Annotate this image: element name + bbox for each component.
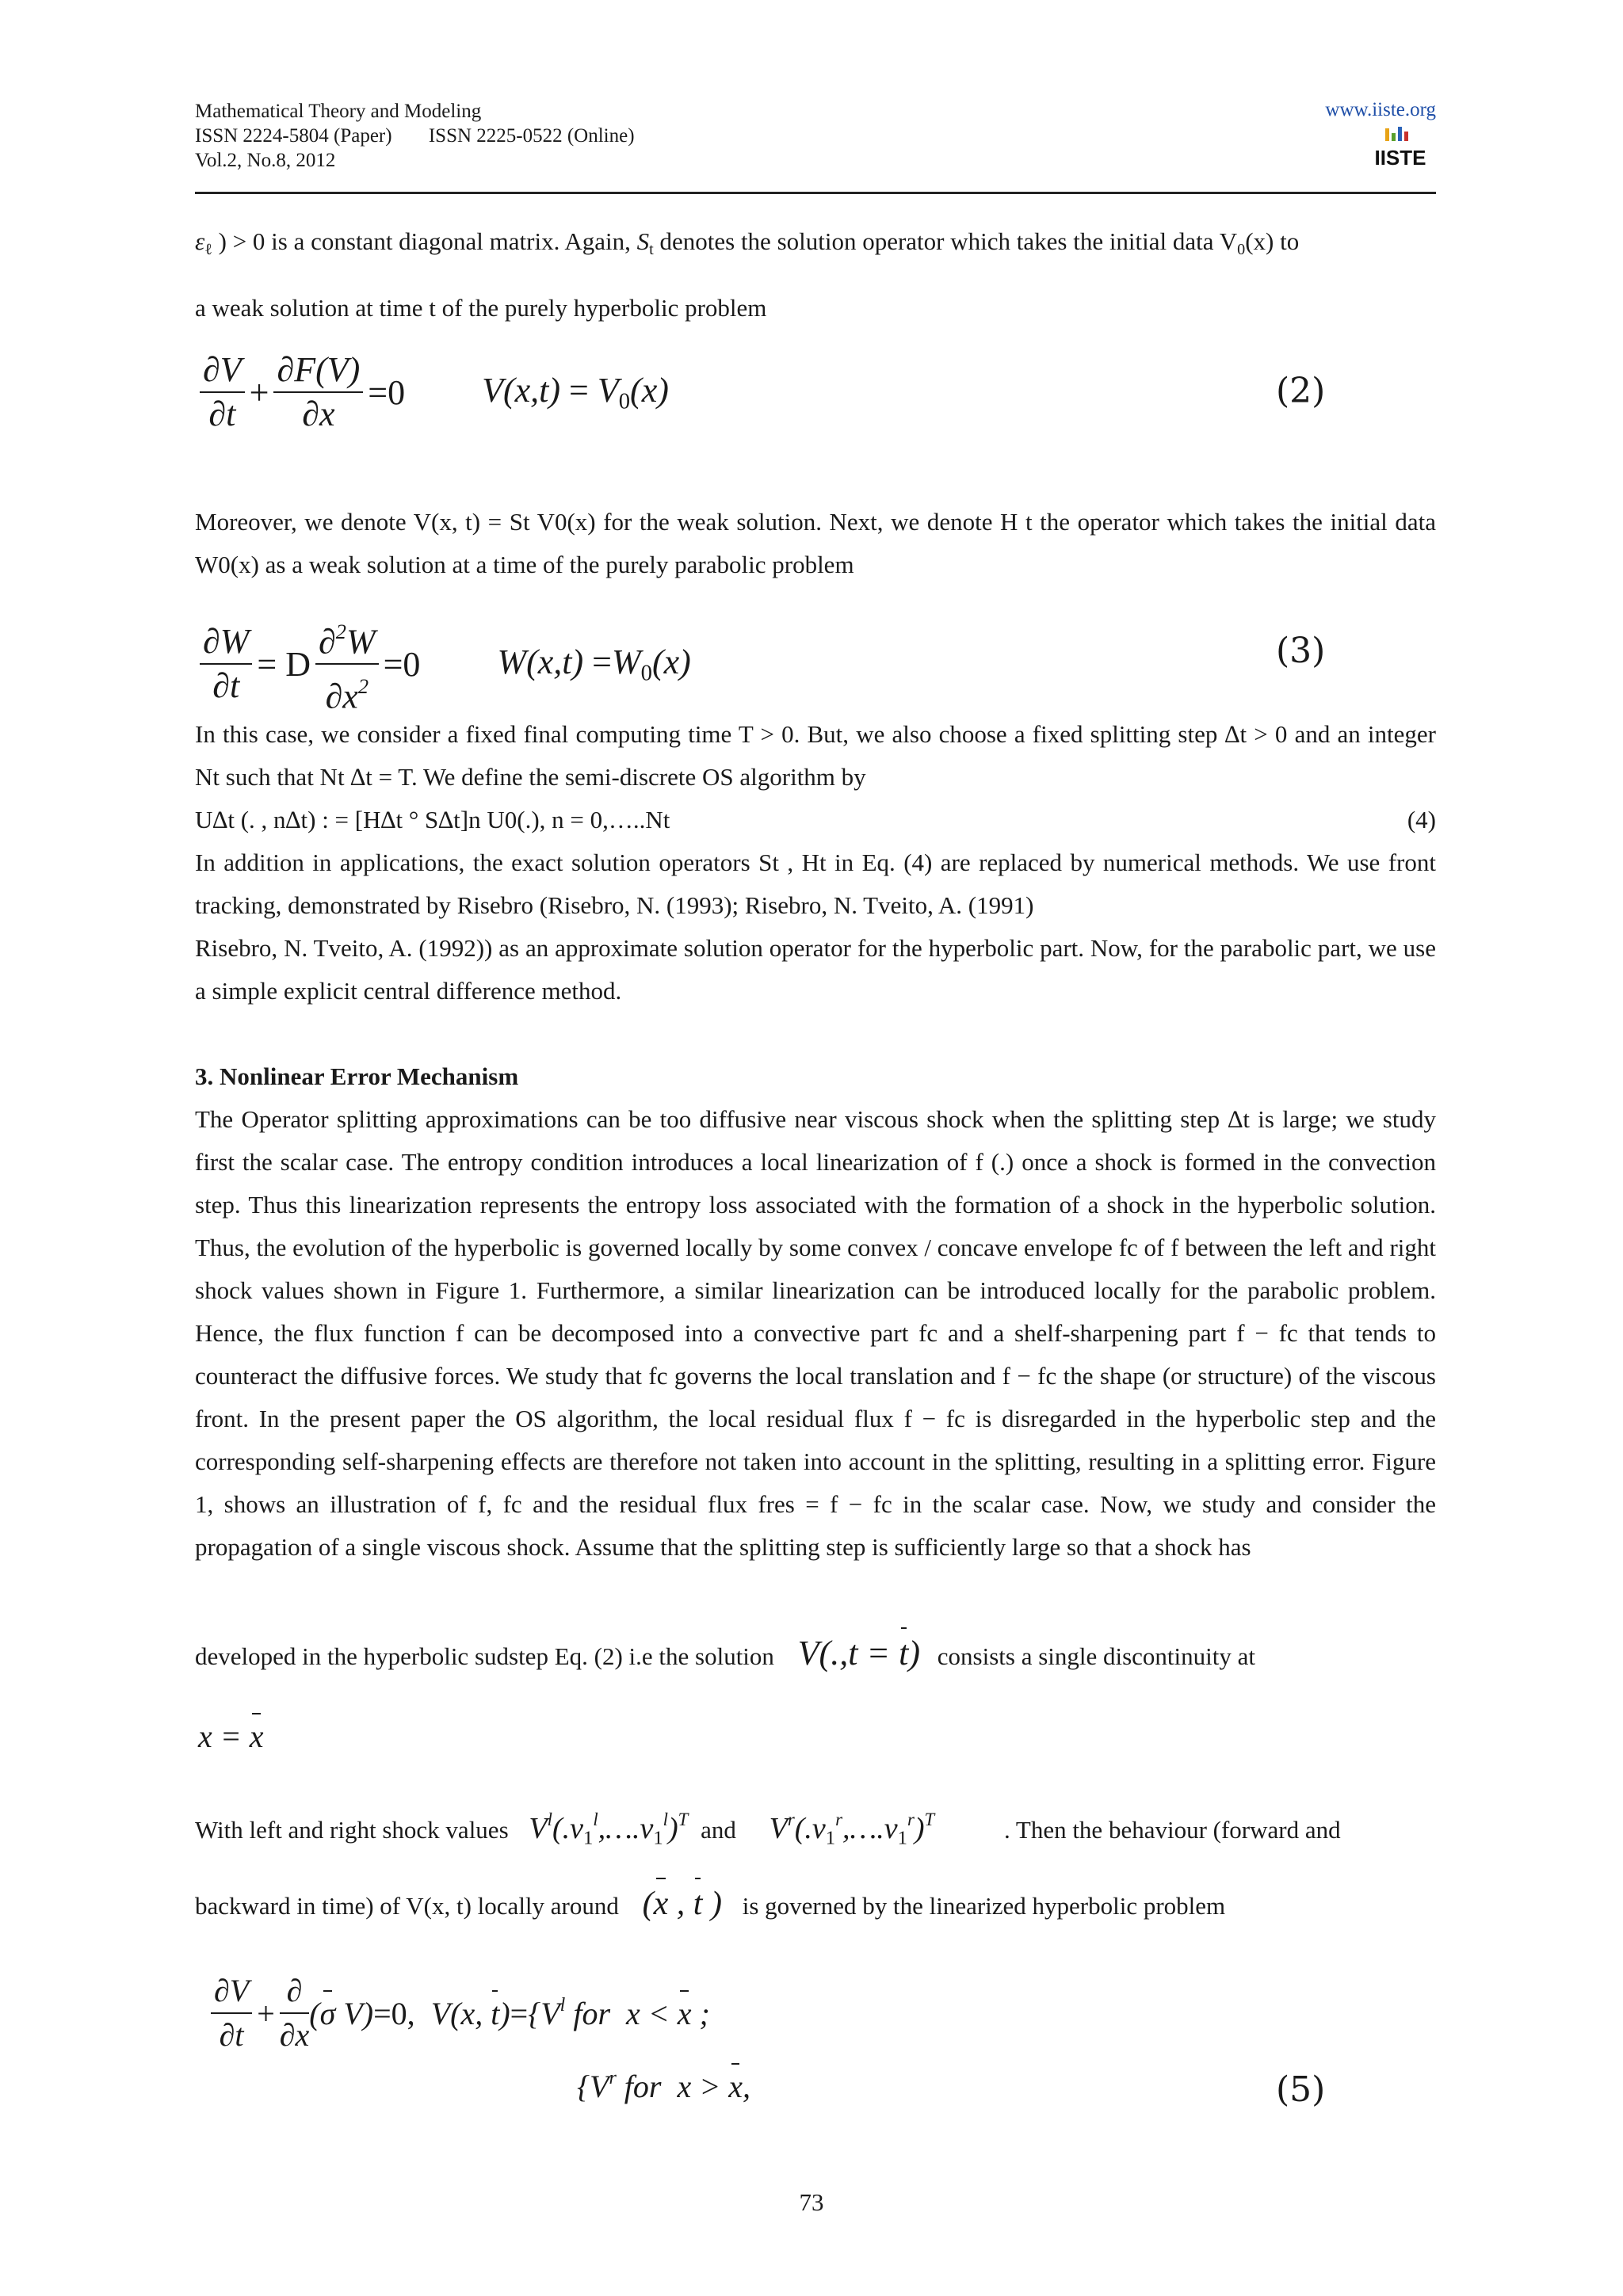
paragraph-7: The Operator splitting approximations can be too diffusive near viscous shock when the splitting step ∆t is large; we study first the scalar case. The entropy condition introduces a local linearization of f (.) once a shock is formed in the convection step. Thus this linearization represents the entropy loss associated with the formation of a shock in the hyperbolic solution. Thus, the evolution of the hyperbolic is governed locally by some convex / concave envelope fc of f between the left and right shock values shown in Figure 1. Furthermore, a similar linearization can be introduced locally for the parabolic problem. Hence, the flux function f can be decomposed into a convective part fc and a shelf-sharpening part f − fc that tends to counteract the diffusive forces. We study that fc governs the local translation and f − fc the shape (or structure) of the viscous front. In the present paper the OS algorithm, the local residual flux f − fc is disregarded in the hyperbolic step and the corresponding self-sharpening effects are therefore not taken into account in the splitting, resulting in a splitting error. Figure 1, shows an illustration of f, fc and the residual flux fres = f − fc in the scalar case. Now, we study and consider the propagation of a single viscous shock. Assume that the splitting step is sufficiently large so that a shock has	[195, 1105, 1436, 1561]
inline-formula-vl: $V^l(.v_1^l,\dots.v_1^l)^T$	[529, 1810, 689, 1849]
equation-3-number: (3)	[1276, 631, 1326, 671]
logo-text: IISTE	[1374, 146, 1426, 170]
iiste-logo	[1374, 125, 1426, 170]
formula-x-equals-xbar: x = x	[198, 1718, 264, 1754]
paragraph-10: backward in time) of V(x, t) locally around (x , t ) is governed by the linearized hyperbolic problem	[195, 1882, 1436, 1928]
journal-title: Mathematical Theory and Modeling	[195, 101, 482, 122]
paragraph-5: In addition in applications, the exact solution operators St , Ht in Eq. (4) are replaced by numerical methods. We use front tracking, demonstrated by Risebro (Risebro, N. (1993); Risebro, N. Tveito, A. (1991)	[195, 849, 1436, 919]
volume-info: Vol.2, No.8, 2012	[195, 150, 336, 171]
inline-formula-vr: $V^r(.v_1^r,\dots.v_1^r)^T$	[769, 1810, 935, 1849]
paragraph-4: In this case, we consider a fixed final computing time T > 0. But, we also choose a fixed splitting step ∆t > 0 and an integer Nt such that Nt ∆t = T. We define the semi-discrete OS algorithm by	[195, 720, 1436, 791]
paragraph-3: Moreover, we denote V(x, t) = St V0(x) for the weak solution. Next, we denote H t the operator which takes the initial data W0(x) as a weak solution at a time of the purely parabolic problem	[195, 508, 1436, 578]
equation-2: $\frac{\partial V}{\partial t}$ + $\frac{\partial F(V)}{\partial x}$ =0 $V(x,t) = V_0(x)$	[200, 349, 669, 436]
inline-formula-xbar-tbar: (x , t )	[643, 1886, 722, 1922]
equation-5-line-2: {$V^r$ for x > x,	[577, 2068, 750, 2104]
issn-online: ISSN 2225-0522 (Online)	[428, 125, 635, 147]
journal-url[interactable]: www.iiste.org	[1325, 99, 1436, 120]
header-rule	[195, 192, 1436, 194]
paragraph-6: Risebro, N. Tveito, A. (1992)) as an approximate solution operator for the hyperbolic part. Now, for the parabolic part, we use a simple explicit central difference method.	[195, 934, 1436, 1005]
paragraph-8: developed in the hyperbolic sudstep Eq. (2) i.e the solution V(.,t = t) consists a single discontinuity at	[195, 1632, 1436, 1678]
equation-5-number: (5)	[1276, 2069, 1326, 2110]
issn-paper: ISSN 2224-5804 (Paper)	[195, 125, 392, 147]
equation-4: U∆t (. , n∆t) : = [H∆t ° S∆t]n U0(.), n = 0,…..Nt (4)	[195, 799, 1436, 841]
page-number: 73	[799, 2188, 824, 2216]
equation-2-number: (2)	[1276, 371, 1326, 411]
section-heading: 3. Nonlinear Error Mechanism	[195, 1062, 519, 1090]
journal-header	[195, 99, 635, 173]
paragraph-1: $\varepsilon_\ell$ ) > 0 is a constant diagonal matrix. Again, $S_t$ denotes the solution operator which takes the initial data $V_0(x)$ to	[195, 227, 1300, 259]
paragraph-9: With left and right shock values $V^l(.v_1^l,\dots.v_1^l)^T$ and $V^r(.v_1^r,\dots.v_1^r)^T$ . Then the behaviour (forward and	[195, 1810, 1341, 1849]
equation-3: $\frac{\partial W}{\partial t}$ = D $\frac{\partial^2W}{\partial x^2}$ =0 $W(x,t) =W_0(x)$	[200, 610, 691, 719]
paragraph-2: a weak solution at time t of the purely hyperbolic problem	[195, 294, 767, 322]
inline-formula-v-tbar: V(.,t = t)	[798, 1634, 920, 1672]
issn-line	[195, 124, 635, 148]
equation-5: $\frac{\partial V}{\partial t}$ + $\frac{\partial}{\partial x}$ (σ V)=0, V(x, $t)=\{V^l$ for x < x ;	[211, 1970, 710, 2057]
equation-4-number: (4)	[1407, 806, 1436, 833]
